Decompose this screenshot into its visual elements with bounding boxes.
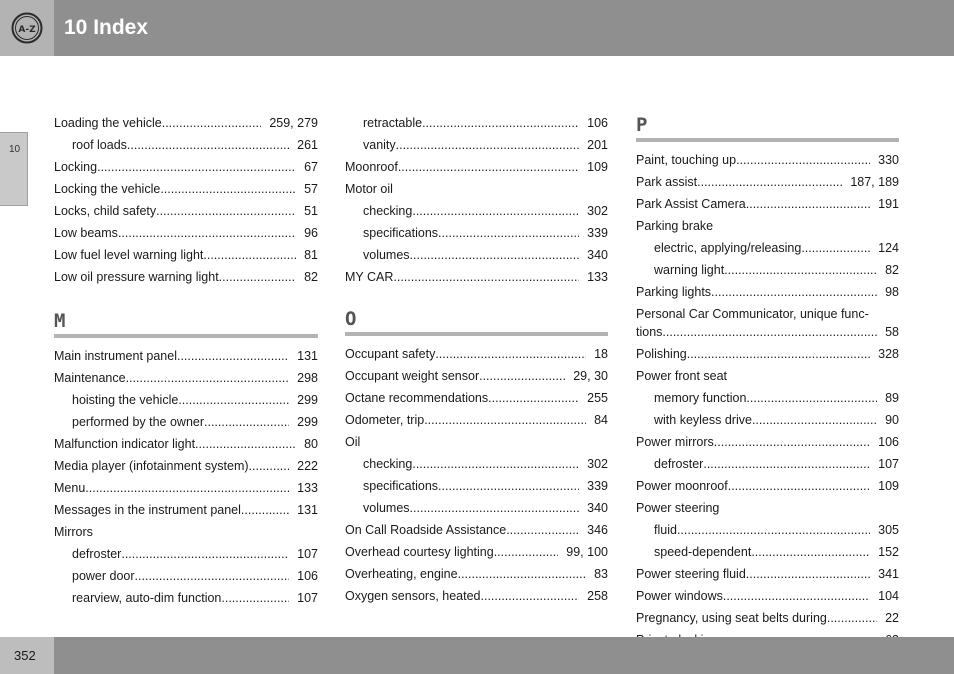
leader-dots [724,261,877,279]
entry-label: Occupant weight sensor [345,369,480,383]
index-subentry [345,224,608,242]
leader-dots [393,268,579,286]
page-reference[interactable]: 191 [878,197,899,211]
page-reference[interactable]: 346 [587,523,608,537]
leader-dots [703,455,870,473]
entry-label: power door [72,569,135,583]
page-reference[interactable]: 302 [587,457,608,471]
page-reference[interactable]: 330 [878,153,899,167]
entry-label: Mirrors [54,525,93,539]
index-subentry [54,589,318,607]
entry-label: Oil [345,435,361,449]
index-entry [54,347,318,365]
entry-label: with keyless drive [654,413,752,427]
page-reference[interactable]: 341 [878,567,899,581]
leader-dots [203,246,296,264]
entry-label: hoisting the vehicle [72,393,179,407]
index-subentry [636,239,899,257]
index-entry [636,305,899,323]
index-entry [54,523,318,541]
entry-label: Main instrument panel [54,349,177,363]
leader-dots [506,521,579,539]
leader-dots [827,609,877,627]
leader-dots [410,499,580,517]
page-reference[interactable]: 201 [587,138,608,152]
index-entry [345,565,608,583]
entry-label: memory function [654,391,747,405]
leader-dots [156,202,296,220]
index-entry [54,479,318,497]
leader-dots [711,283,877,301]
leader-dots [746,195,870,213]
entry-label: Polishing [636,347,687,361]
index-subentry [54,567,318,585]
index-entry [636,195,899,213]
leader-dots [697,173,842,191]
chapter-tab[interactable] [0,132,28,206]
entry-label: defroster [72,547,122,561]
index-entry [636,587,899,605]
index-subentry [54,413,318,431]
entry-label: Occupant safety [345,347,436,361]
index-subentry [345,136,608,154]
index-entry [345,180,608,198]
page-reference[interactable]: 90 [885,413,899,427]
index-entry [54,224,318,242]
entry-label: Low beams [54,226,118,240]
index-subentry [636,455,899,473]
entry-label: Moonroof [345,160,398,174]
index-subentry [636,521,899,539]
page-reference[interactable]: 29, 30 [573,369,608,383]
leader-dots [458,565,587,583]
index-subentry [345,455,608,473]
page-reference[interactable]: 339 [587,226,608,240]
page-reference[interactable]: 302 [587,204,608,218]
section-divider [54,334,318,338]
index-column-2 [345,114,608,609]
entry-label: tions [636,325,663,339]
entry-label: speed-dependent [654,545,752,559]
entry-label: Park assist [636,175,698,189]
entry-label: Power windows [636,589,723,603]
header-icon-badge [0,0,54,56]
entry-label: Odometer, trip [345,413,425,427]
leader-dots [396,136,579,154]
leader-dots [118,224,296,242]
index-entry [54,501,318,519]
entry-label: Octane recommendations [345,391,489,405]
page-reference[interactable]: 109 [878,479,899,493]
page-reference[interactable]: 339 [587,479,608,493]
page-reference[interactable]: 67 [304,160,318,174]
entry-label: retractable [363,116,423,130]
leader-dots [398,158,579,176]
index-subentry [345,499,608,517]
index-entry [636,173,899,191]
page-reference[interactable]: 255 [587,391,608,405]
leader-dots [85,479,289,497]
index-subentry [636,389,899,407]
section-letter: O [345,308,357,330]
entry-label: Low fuel level warning light [54,248,204,262]
page-reference[interactable]: 81 [304,248,318,262]
section-letter: P [636,114,648,136]
page-reference[interactable]: 107 [878,457,899,471]
entry-label: On Call Roadside Assistance [345,523,507,537]
entry-label: Parking lights [636,285,712,299]
index-entry [636,151,899,169]
page-reference[interactable]: 131 [297,503,318,517]
leader-dots [412,455,579,473]
leader-dots [160,180,296,198]
entry-label: Park Assist Camera [636,197,746,211]
leader-dots [162,114,262,132]
leader-dots [204,413,289,431]
index-subentry [54,136,318,154]
index-entry [54,457,318,475]
entry-label: fluid [654,523,677,537]
index-entry [345,433,608,451]
entry-label: volumes [363,248,410,262]
leader-dots [135,567,290,585]
leader-dots [677,521,870,539]
section-divider [345,332,608,336]
index-entry [54,246,318,264]
leader-dots [412,202,579,220]
page-reference[interactable]: 305 [878,523,899,537]
entry-label: Pregnancy, using seat belts during [636,611,827,625]
leader-dots [422,114,579,132]
page-reference[interactable]: 57 [304,182,318,196]
index-subentry [345,202,608,220]
entry-label: Media player (infotainment system) [54,459,249,473]
leader-dots [662,323,877,341]
page-reference[interactable]: 259, 279 [269,116,318,130]
page-reference[interactable]: 109 [587,160,608,174]
entry-label: defroster [654,457,704,471]
page-number: 352 [14,648,36,663]
index-subentry [54,391,318,409]
leader-dots [714,433,870,451]
leader-dots [249,457,290,475]
page-reference[interactable]: 106 [587,116,608,130]
leader-dots [177,347,289,365]
entry-label: Messages in the instrument panel [54,503,241,517]
index-entry [636,345,899,363]
entry-label: Locking the vehicle [54,182,161,196]
page-footer [0,637,954,674]
entry-label: electric, applying/releasing [654,241,802,255]
leader-dots [126,369,290,387]
index-entry [54,180,318,198]
leader-dots [438,477,579,495]
leader-dots [488,389,579,407]
page-header [0,0,954,56]
page-reference[interactable]: 22 [885,611,899,625]
page-reference[interactable]: 84 [594,413,608,427]
leader-dots [801,239,870,257]
index-subentry [345,114,608,132]
leader-dots [121,545,289,563]
entry-label: Loading the vehicle [54,116,162,130]
page-reference[interactable]: 99, 100 [566,545,608,559]
index-entry [54,369,318,387]
leader-dots [410,246,580,264]
page-reference[interactable]: 106 [297,569,318,583]
leader-dots [728,477,870,495]
index-entry [636,433,899,451]
index-entry [636,609,899,627]
leader-dots [178,391,289,409]
index-entry [54,202,318,220]
index-section-m [54,310,318,607]
leader-dots [127,136,289,154]
index-entry [636,367,899,385]
index-subentry [345,246,608,264]
leader-dots [221,589,289,607]
index-section-p [636,114,899,649]
a-z-index-icon [11,12,43,44]
index-entry [636,499,899,517]
index-entry [636,323,899,341]
page-reference[interactable]: 83 [594,567,608,581]
page-reference[interactable]: 298 [297,371,318,385]
entry-label: warning light [654,263,725,277]
page-number-box [0,637,54,674]
section-divider [636,138,899,142]
index-subentry [345,477,608,495]
entry-label: Oxygen sensors, heated [345,589,481,603]
page-reference[interactable]: 104 [878,589,899,603]
entry-label: Locks, child safety [54,204,157,218]
svg-text:A-Z: A-Z [18,25,36,35]
page-reference[interactable]: 328 [878,347,899,361]
page-reference[interactable]: 152 [878,545,899,559]
index-entry [636,283,899,301]
leader-dots [752,411,877,429]
page-reference[interactable]: 133 [297,481,318,495]
entry-label: specifications [363,479,439,493]
leader-dots [746,389,877,407]
entry-label: Power steering fluid [636,567,746,581]
page-reference[interactable]: 187, 189 [850,175,899,189]
leader-dots [195,435,296,453]
page-reference[interactable]: 51 [304,204,318,218]
page-title: 10 Index [64,16,149,39]
entry-label: vanity [363,138,396,152]
page-reference[interactable]: 133 [587,270,608,284]
page-reference[interactable]: 80 [304,437,318,451]
entry-label: checking [363,457,413,471]
entry-label: performed by the owner [72,415,205,429]
page-reference[interactable]: 96 [304,226,318,240]
index-entry [54,158,318,176]
entry-label: Personal Car Communicator, unique func- [636,307,869,321]
entry-label: rearview, auto-dim function [72,591,222,605]
leader-dots [687,345,870,363]
index-entry [345,268,608,286]
index-entry [345,543,608,561]
entry-label: Maintenance [54,371,126,385]
entry-label: Power steering [636,501,720,515]
entry-label: Motor oil [345,182,393,196]
page-reference[interactable]: 107 [297,547,318,561]
index-entry [54,435,318,453]
entry-label: Power front seat [636,369,728,383]
leader-dots [424,411,586,429]
leader-dots [723,587,870,605]
entry-label: Menu [54,481,86,495]
page-reference[interactable]: 58 [885,325,899,339]
page-reference[interactable]: 18 [594,347,608,361]
leader-dots [494,543,559,561]
leader-dots [97,158,296,176]
index-entry [636,217,899,235]
page-reference[interactable]: 98 [885,285,899,299]
leader-dots [241,501,289,519]
index-entry [345,158,608,176]
index-entry [54,268,318,286]
index-entry [345,389,608,407]
leader-dots [736,151,870,169]
entry-label: Low oil pressure warning light [54,270,219,284]
index-entry [636,565,899,583]
entry-label: MY CAR [345,270,394,284]
index-entry [345,587,608,605]
index-column-1 [54,114,318,611]
index-entry [54,114,318,132]
index-subentry [636,261,899,279]
leader-dots [219,268,296,286]
entry-label: specifications [363,226,439,240]
page-reference[interactable]: 261 [297,138,318,152]
page-reference[interactable]: 299 [297,393,318,407]
leader-dots [746,565,870,583]
entry-label: Overheating, engine [345,567,458,581]
entry-label: volumes [363,501,410,515]
chapter-tab-label: 10 [9,144,21,155]
index-subentry [54,545,318,563]
index-entry [345,411,608,429]
entry-label: Malfunction indicator light [54,437,196,451]
index-subentry [636,411,899,429]
leader-dots [438,224,579,242]
index-subentry [636,543,899,561]
index-entry [345,521,608,539]
leader-dots [435,345,586,363]
page-reference[interactable]: 107 [297,591,318,605]
page-reference[interactable]: 258 [587,589,608,603]
page-reference[interactable]: 299 [297,415,318,429]
page-reference[interactable]: 82 [885,263,899,277]
entry-label: Paint, touching up [636,153,737,167]
entry-label: Power moonroof [636,479,728,493]
page-reference[interactable]: 82 [304,270,318,284]
section-letter: M [54,310,66,332]
entry-label: Power mirrors [636,435,714,449]
page-reference[interactable]: 89 [885,391,899,405]
page-reference[interactable]: 222 [297,459,318,473]
entry-label: checking [363,204,413,218]
index-column-3 [636,114,899,653]
entry-label: Parking brake [636,219,714,233]
page-reference[interactable]: 131 [297,349,318,363]
entry-label: roof loads [72,138,127,152]
entry-label: Overhead courtesy lighting [345,545,494,559]
index-section-o [345,308,608,605]
leader-dots [751,543,870,561]
entry-label: Locking [54,160,98,174]
page-reference[interactable]: 340 [587,248,608,262]
page-reference[interactable]: 106 [878,435,899,449]
index-entry [345,345,608,363]
leader-dots [481,587,580,605]
index-entry [636,477,899,495]
leader-dots [479,367,565,385]
page-reference[interactable]: 340 [587,501,608,515]
index-entry [345,367,608,385]
page-reference[interactable]: 124 [878,241,899,255]
